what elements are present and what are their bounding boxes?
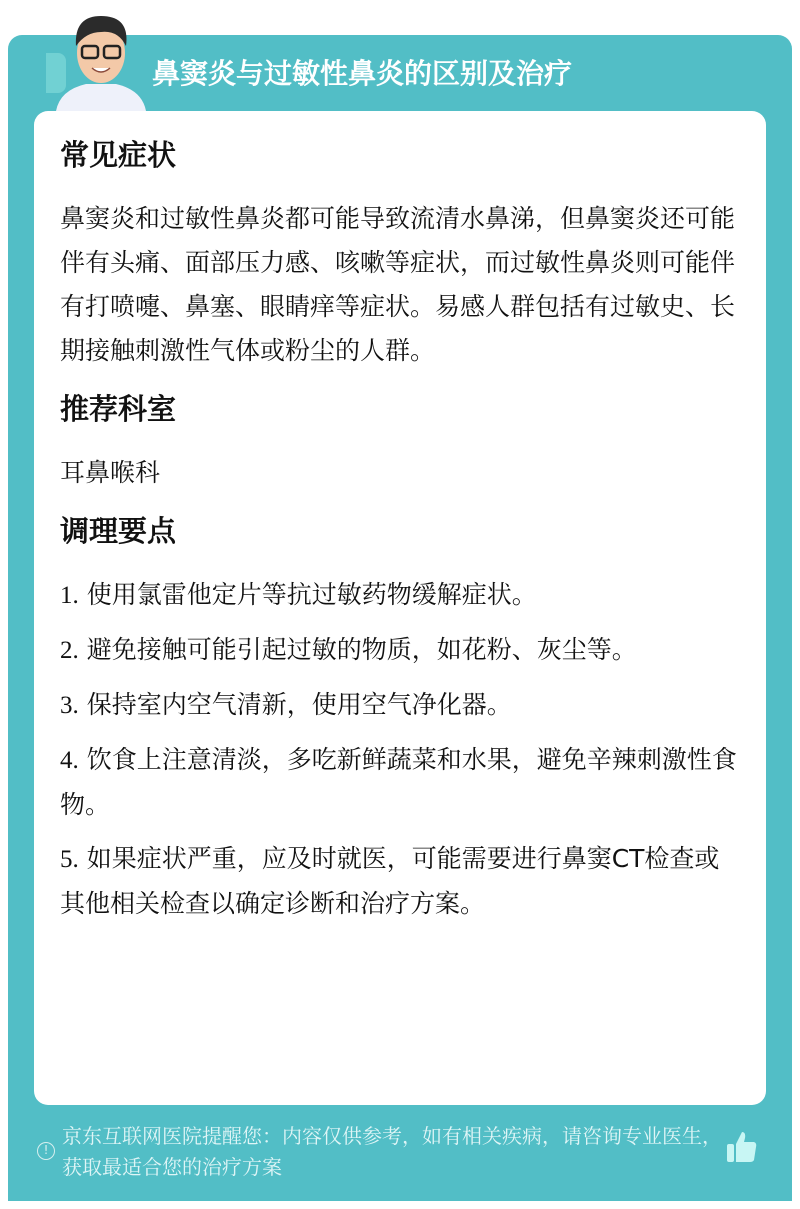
list-item: 4. 饮食上注意清淡，多吃新鲜蔬菜和水果，避免辛辣刺激性食物。: [60, 745, 737, 819]
page-title: 鼻窦炎与过敏性鼻炎的区别及治疗: [152, 57, 573, 90]
symptoms-text: 鼻窦炎和过敏性鼻炎都可能导致流清水鼻涕，但鼻窦炎还可能伴有头痛、面部压力感、咳嗽等症状，而过敏性鼻炎则可能伴有打喷嚏、鼻塞、眼睛痒等症状。易感人群包括有过敏史、长期接触刺激性气体或粉尘的人群。: [60, 204, 736, 365]
section-heading-department: 推荐科室: [60, 392, 177, 426]
list-item: 2. 避免接触可能引起过敏的物质，如花粉、灰尘等。: [60, 635, 637, 664]
list-item: 1. 使用氯雷他定片等抗过敏药物缓解症状。: [60, 580, 537, 609]
section-heading-care: 调理要点: [60, 514, 177, 548]
content-card: [34, 111, 766, 1105]
info-icon: !: [37, 1142, 55, 1160]
department-text: 耳鼻喉科: [60, 458, 161, 487]
list-item: 5. 如果症状严重，应及时就医，可能需要进行鼻窦CT检查或其他相关检查以确定诊断和治疗方案。: [60, 844, 720, 918]
thumbs-up-icon[interactable]: [726, 1130, 758, 1164]
list-item: 3. 保持室内空气清新，使用空气净化器。: [60, 690, 512, 719]
care-list: [60, 573, 740, 926]
doctor-avatar-icon: [46, 8, 156, 111]
disclaimer-text: 京东互联网医院提醒您：内容仅供参考，如有相关疾病，请咨询专业医生，获取最适合您的治疗方案: [62, 1124, 722, 1179]
section-heading-symptoms: 常见症状: [60, 138, 177, 172]
